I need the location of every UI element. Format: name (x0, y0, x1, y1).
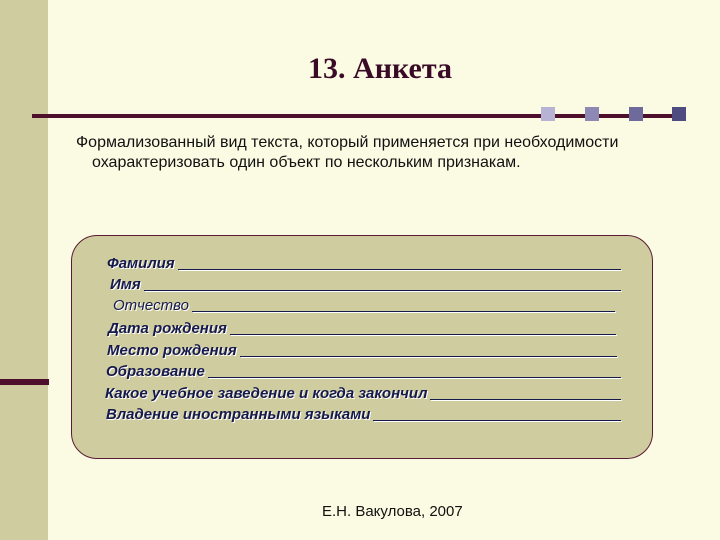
author-credit: Е.Н. Вакулова, 2007 (322, 503, 463, 520)
field-label: Какое учебное заведение и когда закончил (105, 385, 428, 402)
form-field-languages (106, 407, 621, 423)
questionnaire-form (71, 235, 653, 459)
form-field-patronymic (113, 298, 615, 314)
field-line (144, 290, 621, 291)
decorative-squares (541, 107, 686, 121)
field-line (430, 399, 621, 400)
form-field-name (110, 277, 621, 293)
form-field-birth-date (108, 321, 616, 337)
decor-square (672, 107, 686, 121)
field-label: Место рождения (107, 342, 237, 359)
field-line (240, 356, 617, 357)
decor-square (541, 107, 555, 121)
form-field-graduation (105, 386, 621, 402)
form-field-birth-place (107, 343, 617, 359)
left-accent-bar (0, 379, 49, 385)
field-label: Фамилия (107, 255, 175, 272)
form-field-surname (107, 256, 621, 272)
decor-square (585, 107, 599, 121)
field-line (178, 269, 621, 270)
form-field-education (106, 364, 621, 380)
field-label: Дата рождения (108, 320, 227, 337)
field-line (208, 377, 621, 378)
decor-square (629, 107, 643, 121)
field-label: Владение иностранными языками (106, 406, 371, 423)
intro-text: Формализованный вид текста, который применяется при необходимости охарактеризовать один объект по нескольким признакам. (76, 134, 619, 171)
field-line (192, 311, 615, 312)
field-label: Имя (110, 276, 141, 293)
field-line (230, 334, 616, 335)
field-label: Образование (106, 363, 205, 380)
field-label: Отчество (113, 297, 189, 314)
field-line (373, 420, 621, 421)
slide-title: 13. Анкета (308, 52, 452, 85)
